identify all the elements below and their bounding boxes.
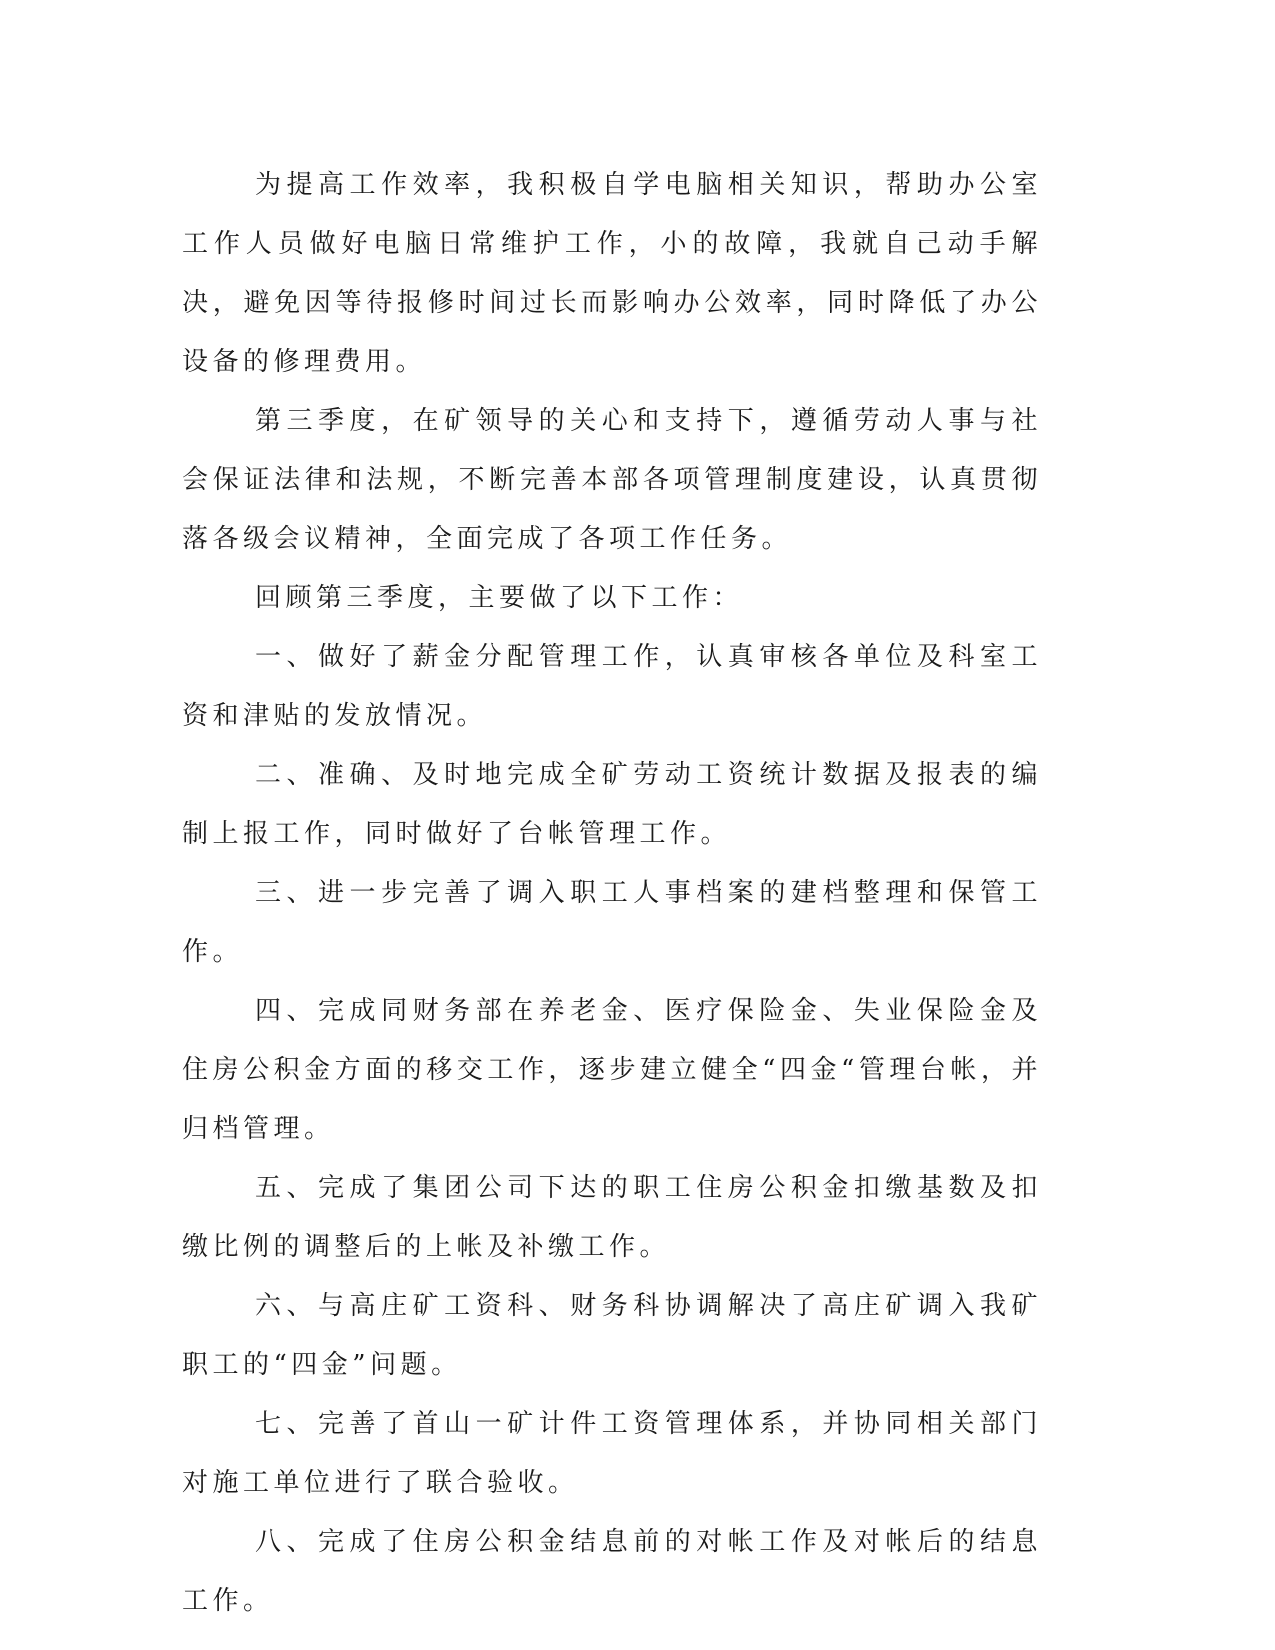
document-body (182, 156, 1042, 1631)
paragraph-item-1: 一、做好了薪金分配管理工作，认真审核各单位及科室工资和津贴的发放情况。 (182, 642, 1042, 731)
paragraph-q3-summary: 第三季度，在矿领导的关心和支持下，遵循劳动人事与社会保证法律和法规，不断完善本部各项管理制度建设，认真贯彻落各级会议精神，全面完成了各项工作任务。 (182, 406, 1042, 554)
paragraph-item-8: 八、完成了住房公积金结息前的对帐工作及对帐后的结息工作。 (182, 1527, 1042, 1616)
paragraph-item-7: 七、完善了首山一矿计件工资管理体系，并协同相关部门对施工单位进行了联合验收。 (182, 1409, 1042, 1498)
paragraph-item-5: 五、完成了集团公司下达的职工住房公积金扣缴基数及扣缴比例的调整后的上帐及补缴工作。 (182, 1173, 1042, 1262)
paragraph-item-4: 四、完成同财务部在养老金、医疗保险金、失业保险金及住房公积金方面的移交工作，逐步建立健全“四金“管理台帐，并归档管理。 (182, 996, 1042, 1144)
paragraph-efficiency: 为提高工作效率，我积极自学电脑相关知识，帮助办公室工作人员做好电脑日常维护工作，小的故障，我就自己动手解决，避免因等待报修时间过长而影响办公效率，同时降低了办公设备的修理费用。 (182, 170, 1042, 377)
paragraph-review-intro: 回顾第三季度，主要做了以下工作： (255, 583, 744, 613)
paragraph-item-2: 二、准确、及时地完成全矿劳动工资统计数据及报表的编制上报工作，同时做好了台帐管理工作。 (182, 760, 1042, 849)
paragraph-item-3: 三、进一步完善了调入职工人事档案的建档整理和保管工作。 (182, 878, 1042, 967)
paragraph-item-6: 六、与高庄矿工资科、财务科协调解决了高庄矿调入我矿职工的“四金”问题。 (182, 1291, 1042, 1380)
